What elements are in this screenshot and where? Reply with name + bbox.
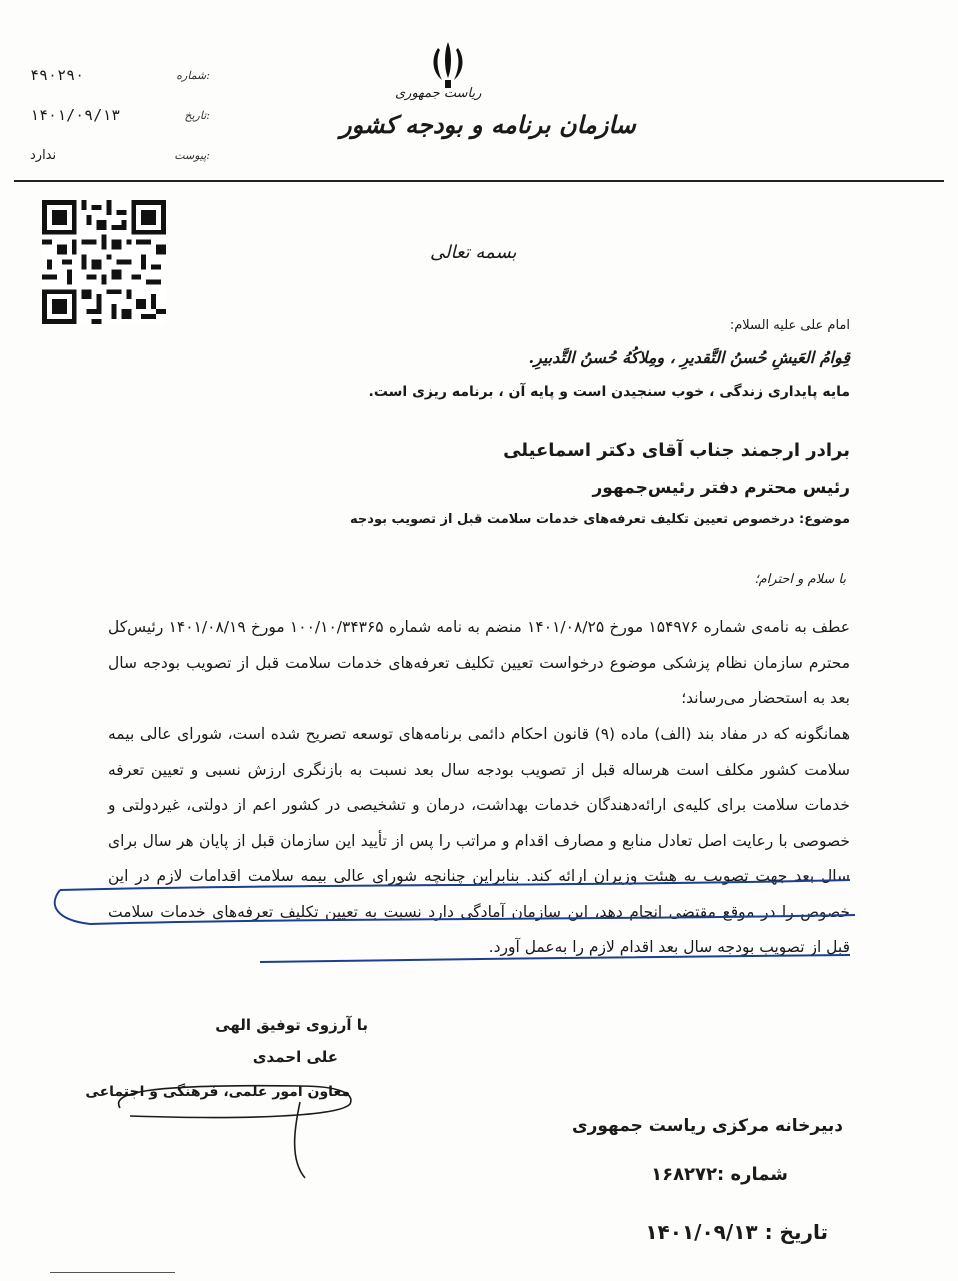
letter-subject: موضوع: درخصوص تعیین تکلیف تعرفه‌های خدمات سلامت قبل از تصویب بودجه [350,512,850,527]
letter-number: ۴۹۰۲۹۰ [30,66,85,84]
signatory-name: علی احمدی [252,1048,338,1066]
signatory-title: معاون امور علمی، فرهنگی و اجتماعی [85,1084,350,1100]
addressee-title: رئیس محترم دفتر رئیس‌جمهور [592,478,850,498]
quote-translation: مایه پایداری زندگی ، خوب سنجیدن است و پایه آن ، برنامه ریزی است. [368,384,850,400]
attachment-label: پیوست: [174,148,210,162]
bismillah-heading: بسمه تعالی [430,242,517,263]
registry-date: تاریخ : ۱۴۰۱/۰۹/۱۳ [645,1220,828,1244]
closing-wish: با آرزوی توفیق الهی [215,1016,368,1034]
date-label: تاریخ: [184,108,210,122]
body-paragraph-1: عطف به نامه‌ی شماره ۱۵۴۹۷۶ مورخ ۱۴۰۱/۰۸/۲۵ منضم به نامه شماره ۱۰۰/۱۰/۳۴۳۶۵ مورخ ۱۴۰۱/۰۸/۱۹ رئیس‌کل محترم سازمان نظام پزشکی موضوع درخواست تعیین تکلیف تعرفه‌های خدمات سلامت قبل از تصویب بودجه سال بعد به استحضار می‌رساند؛ [108,618,851,707]
quote-arabic: قِوامُ العَيشِ حُسنُ التَّقديرِ ، ومِلاكُهُ حُسنُ التَّدبيرِ. [528,348,850,367]
attachment-value: ندارد [30,147,57,163]
organization-name: سازمان برنامه و بودجه کشور [340,110,636,139]
body-paragraph-2: همانگونه که در مفاد بند (الف) ماده (۹) قانون احکام دائمی برنامه‌های توسعه تصریح شده است، شورای عالی بیمه سلامت کشور مکلف است هرساله قبل از تصویب بودجه سال بعد نسبت به بازنگری ارزش نسبی و تعیین تعرفه خدمات سلامت برای کلیه‌ی ارائه‌دهندگان خدمات بهداشت، درمان و تشخیصی در کشور اعم از دولتی، غیردولتی و خصوصی با رعایت اصل تعادل منابع و مصارف اقدام و مراتب را پس از تأیید این سازمان قبل از پایان هر سال برای سال بعد جهت تصویب به هیئت وزیران ارائه کند. بنابراین چنانچه شورای عالی بیمه سلامت اقدامات لازم در این خصوص را در موقع مقتضی انجام دهد، این سازمان آمادگی دارد نسبت به تعیین تکلیف تعرفه‌های خدمات سلامت قبل از تصویب بودجه سال بعد اقدام لازم را به‌عمل آورد. [108,725,850,956]
number-label: شماره: [176,68,210,82]
presidency-label: ریاست جمهوری [395,86,482,101]
greeting: با سلام و احترام؛ [754,572,846,587]
registry-office: دبیرخانه مرکزی ریاست جمهوری [571,1116,843,1136]
letter-date: ۱۴۰۱/۰۹/۱۳ [30,106,121,124]
quote-attribution: امام علی علیه السلام: [729,318,850,333]
registry-number: شماره :۱۶۸۲۷۲ [651,1164,788,1185]
addressee-name: برادر ارجمند جناب آقای دکتر اسماعیلی [503,440,850,461]
